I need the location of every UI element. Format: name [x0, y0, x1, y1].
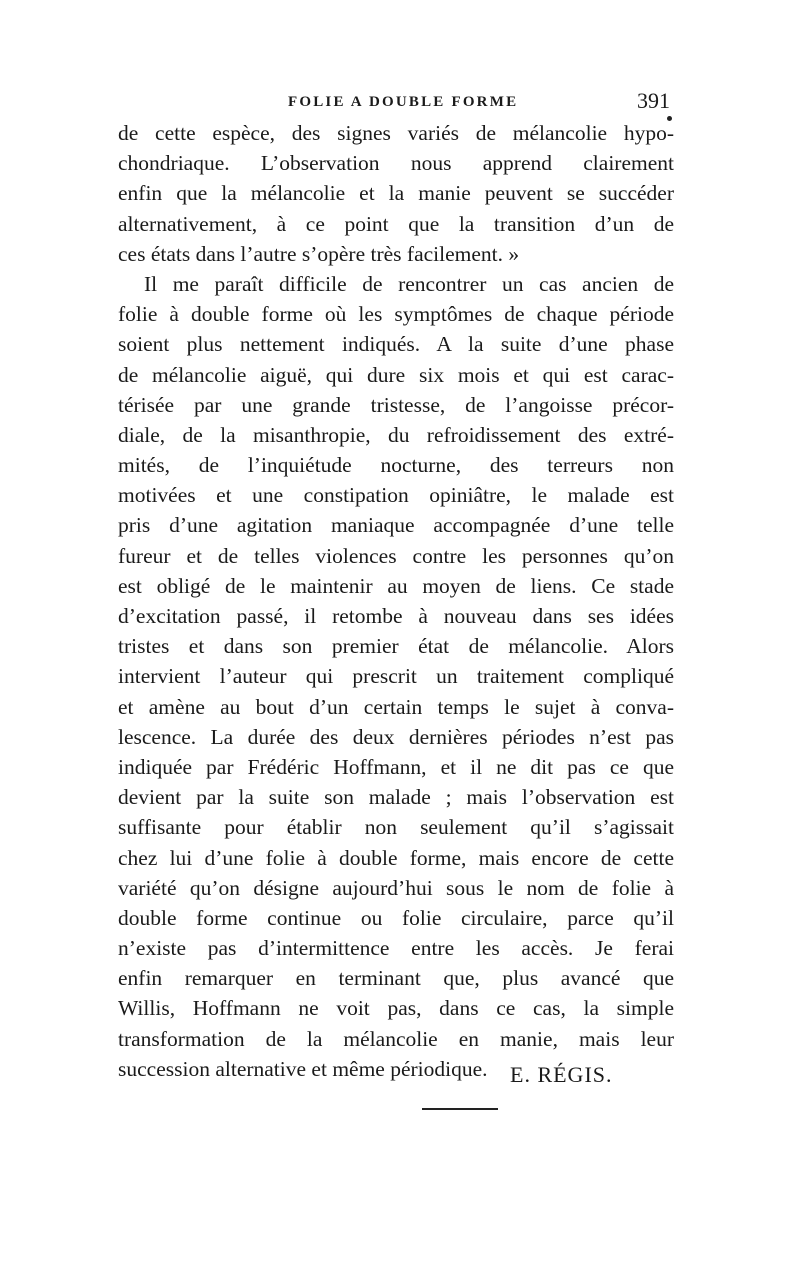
text-line: indiquée par Frédéric Hoffmann, et il ne dit pas ce que	[118, 754, 674, 779]
text-line: soient plus nettement indiqués. A la suite d’une phase	[118, 332, 674, 357]
text-line: lescence. La durée des deux dernières périodes n’est pas	[118, 724, 674, 749]
text-line: fureur et de telles violences contre les personnes qu’on	[118, 543, 674, 568]
author-signature: E. RÉGIS.	[510, 1062, 613, 1087]
running-head	[118, 88, 674, 118]
text-line: chondriaque. L’observation nous apprend clairement	[118, 151, 674, 176]
text-line: enfin remarquer en terminant que, plus avancé que	[118, 966, 674, 991]
text-line: tristes et dans son premier état de mélancolie. Alors	[118, 634, 674, 659]
text-line: alternativement, à ce point que la transition d’un de	[118, 211, 674, 236]
text-line: double forme continue ou folie circulaire, parce qu’il	[118, 905, 674, 930]
text-line: de cette espèce, des signes variés de mélancolie hypo-	[118, 121, 674, 145]
text-line: chez lui d’une folie à double forme, mais encore de cette	[118, 845, 674, 870]
text-line: devient par la suite son malade ; mais l’observation est	[118, 785, 674, 810]
text-line: térisée par une grande tristesse, de l’angoisse précor-	[118, 392, 674, 417]
text-line: Il me paraît difficile de rencontrer un cas ancien de	[144, 271, 674, 296]
text-line: motivées et une constipation opiniâtre, le malade est	[118, 483, 674, 508]
text-line: et amène au bout d’un certain temps le sujet à conva-	[118, 694, 674, 719]
text-line: suffisante pour établir non seulement qu’il s’agissait	[118, 815, 674, 840]
text-line: Willis, Hoffmann ne voit pas, dans ce cas, la simple	[118, 996, 674, 1021]
text-line: enfin que la mélancolie et la manie peuvent se succéder	[118, 181, 674, 206]
text-line: ces états dans l’autre s’opère très facilement. »	[118, 241, 520, 266]
text-line: succession alternative et même périodique.	[118, 1056, 488, 1081]
text-line: est obligé de le maintenir au moyen de liens. Ce stade	[118, 573, 674, 598]
text-line: de mélancolie aiguë, qui dure six mois et qui est carac-	[118, 362, 674, 387]
running-title: FOLIE A DOUBLE FORME	[288, 94, 519, 110]
text-line: diale, de la misanthropie, du refroidissement des extré-	[118, 422, 674, 447]
paragraph-1	[118, 118, 674, 269]
text-line: folie à double forme où les symptômes de chaque période	[118, 302, 674, 327]
body-text	[118, 118, 674, 1084]
text-line: variété qu’on désigne aujourd’hui sous le nom de folie à	[118, 875, 674, 900]
text-line: pris d’une agitation maniaque accompagnée d’une telle	[118, 513, 674, 538]
text-line: n’existe pas d’intermittence entre les accès. Je ferai	[118, 936, 674, 961]
paragraph-2	[118, 269, 674, 1084]
text-line: d’excitation passé, il retombe à nouveau dans ses idées	[118, 604, 674, 628]
text-line: intervient l’auteur qui prescrit un traitement compliqué	[118, 664, 674, 689]
end-rule	[422, 1108, 498, 1110]
text-line: transformation de la mélancolie en manie, mais leur	[118, 1026, 674, 1051]
text-line: mités, de l’inquiétude nocturne, des terreurs non	[118, 453, 674, 478]
page-number: 391	[637, 88, 670, 113]
